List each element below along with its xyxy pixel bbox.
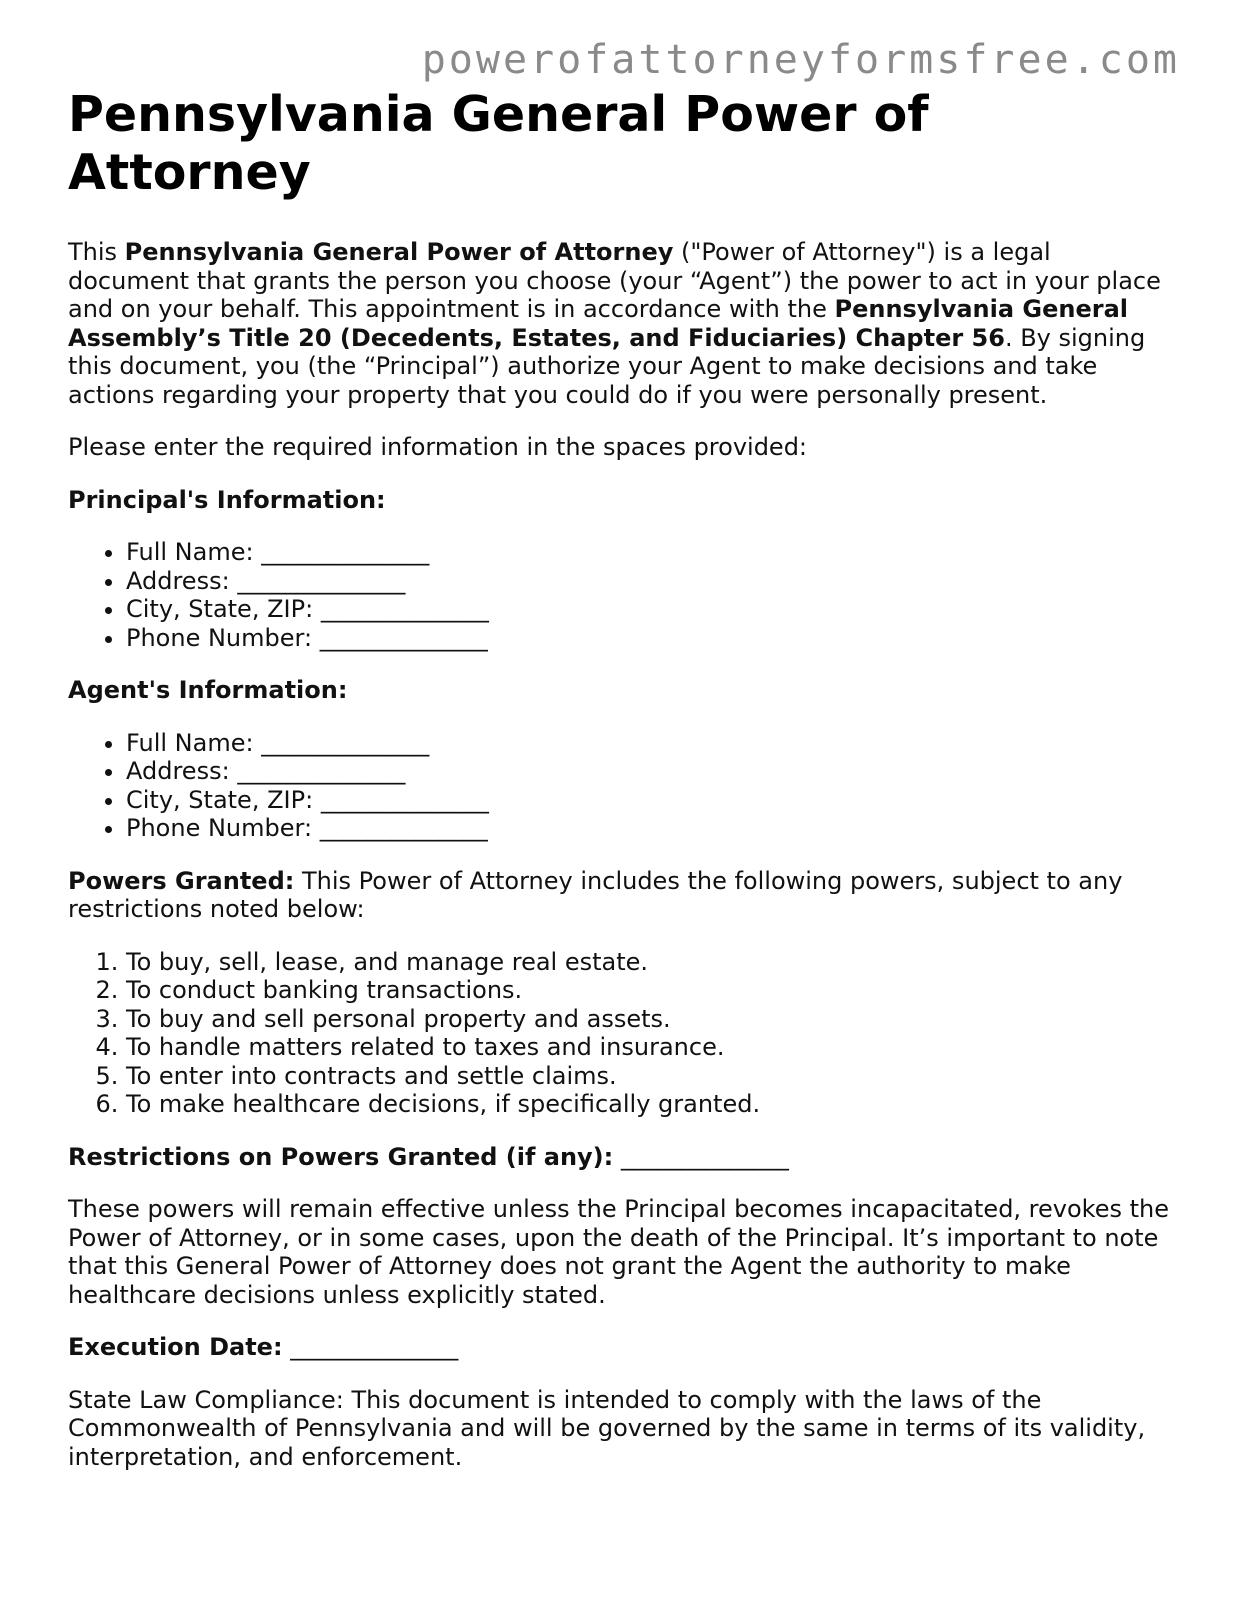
blank-line[interactable]: ______________ xyxy=(261,538,430,566)
powers-granted-text: This Power of Attorney includes the following powers, subject to any restrictions noted below: xyxy=(68,866,1123,923)
principal-address-field[interactable]: • Address: ______________ xyxy=(126,567,1178,596)
execution-date-field[interactable] xyxy=(68,1333,1178,1362)
instructions-text: Please enter the required information in the spaces provided: xyxy=(68,433,808,461)
blank-line[interactable]: ______________ xyxy=(261,728,430,757)
power-item: 1. To buy, sell, lease, and manage real estate. xyxy=(126,948,1178,977)
site-watermark: powerofattorneyformsfree.com xyxy=(421,37,1180,83)
blank-line[interactable]: ______________ xyxy=(237,757,406,785)
agent-full-name-field[interactable]: • Full Name: ______________ xyxy=(126,729,1178,758)
blank-line[interactable]: ______________ xyxy=(320,785,489,814)
power-item: 6. To make healthcare decisions, if specifically granted. xyxy=(126,1090,1178,1119)
document-page xyxy=(68,86,1178,1471)
blank-line[interactable]: ______________ xyxy=(620,1142,789,1171)
power-item: 3. To buy and sell personal property and assets. xyxy=(126,1005,1178,1034)
page-title: Pennsylvania General Power of Attorney xyxy=(68,86,929,201)
blank-line[interactable]: ______________ xyxy=(319,814,488,842)
powers-granted-label: Powers Granted: xyxy=(68,866,295,895)
principal-fields-list xyxy=(68,538,1178,652)
compliance-paragraph: State Law Compliance: This document is intended to comply with the laws of the Commonwealth of Pennsylvania and will be governed by the same in terms of its validity, interpretation, and enforcement. xyxy=(68,1385,1146,1471)
restrictions-label: Restrictions on Powers Granted (if any): xyxy=(68,1142,614,1171)
agent-phone-field[interactable]: • Phone Number: ______________ xyxy=(126,814,1178,843)
agent-city-state-zip-field[interactable]: • City, State, ZIP: ______________ xyxy=(126,786,1178,815)
agent-fields-list xyxy=(68,729,1178,843)
principal-city-state-zip-field[interactable]: • City, State, ZIP: ______________ xyxy=(126,595,1178,624)
principal-full-name-field[interactable]: • Full Name: ______________ xyxy=(126,538,1178,567)
intro-paragraph xyxy=(68,238,1178,409)
intro-text-2: ("Power of Attorney") is a legal document that grants the person you choose (your “Agent”) the power to act in your place and on your behalf. This appointment is in accordance with the xyxy=(68,238,1161,323)
principal-phone-field[interactable]: • Phone Number: ______________ xyxy=(126,624,1178,653)
agent-address-field[interactable]: • Address: ______________ xyxy=(126,757,1178,786)
intro-bold-2: Pennsylvania General Assembly’s Title 20 (Decedents, Estates, and Fiduciaries) Chapter 56 xyxy=(68,295,1128,352)
blank-line[interactable]: ______________ xyxy=(320,595,489,623)
effective-paragraph: These powers will remain effective unless the Principal becomes incapacitated, revokes the Power of Attorney, or in some cases, upon the death of the Principal. It’s important to note that this General Power of Attorney does not grant the Agent the authority to make healthcare decisions unless explicitly stated. xyxy=(68,1195,1169,1309)
blank-line[interactable]: ______________ xyxy=(319,623,488,652)
blank-line[interactable]: ______________ xyxy=(290,1333,459,1361)
agent-heading: Agent's Information: xyxy=(68,676,348,704)
powers-list xyxy=(68,948,1178,1119)
blank-line[interactable]: ______________ xyxy=(237,566,406,595)
power-item: 4. To handle matters related to taxes and insurance. xyxy=(126,1033,1178,1062)
restrictions-field[interactable] xyxy=(68,1143,1178,1172)
intro-text-3: . By signing this document, you (the “Principal”) authorize your Agent to make decisions and take actions regarding your property that you could do if you were personally present. xyxy=(68,323,1146,409)
intro-bold-1: Pennsylvania General Power of Attorney xyxy=(124,238,674,266)
power-item: 2. To conduct banking transactions. xyxy=(126,976,1178,1005)
principal-heading: Principal's Information: xyxy=(68,485,386,514)
power-item: 5. To enter into contracts and settle claims. xyxy=(126,1062,1178,1091)
intro-text-1: This xyxy=(68,238,125,266)
execution-date-label: Execution Date: xyxy=(68,1333,283,1361)
powers-granted-paragraph xyxy=(68,867,1178,924)
